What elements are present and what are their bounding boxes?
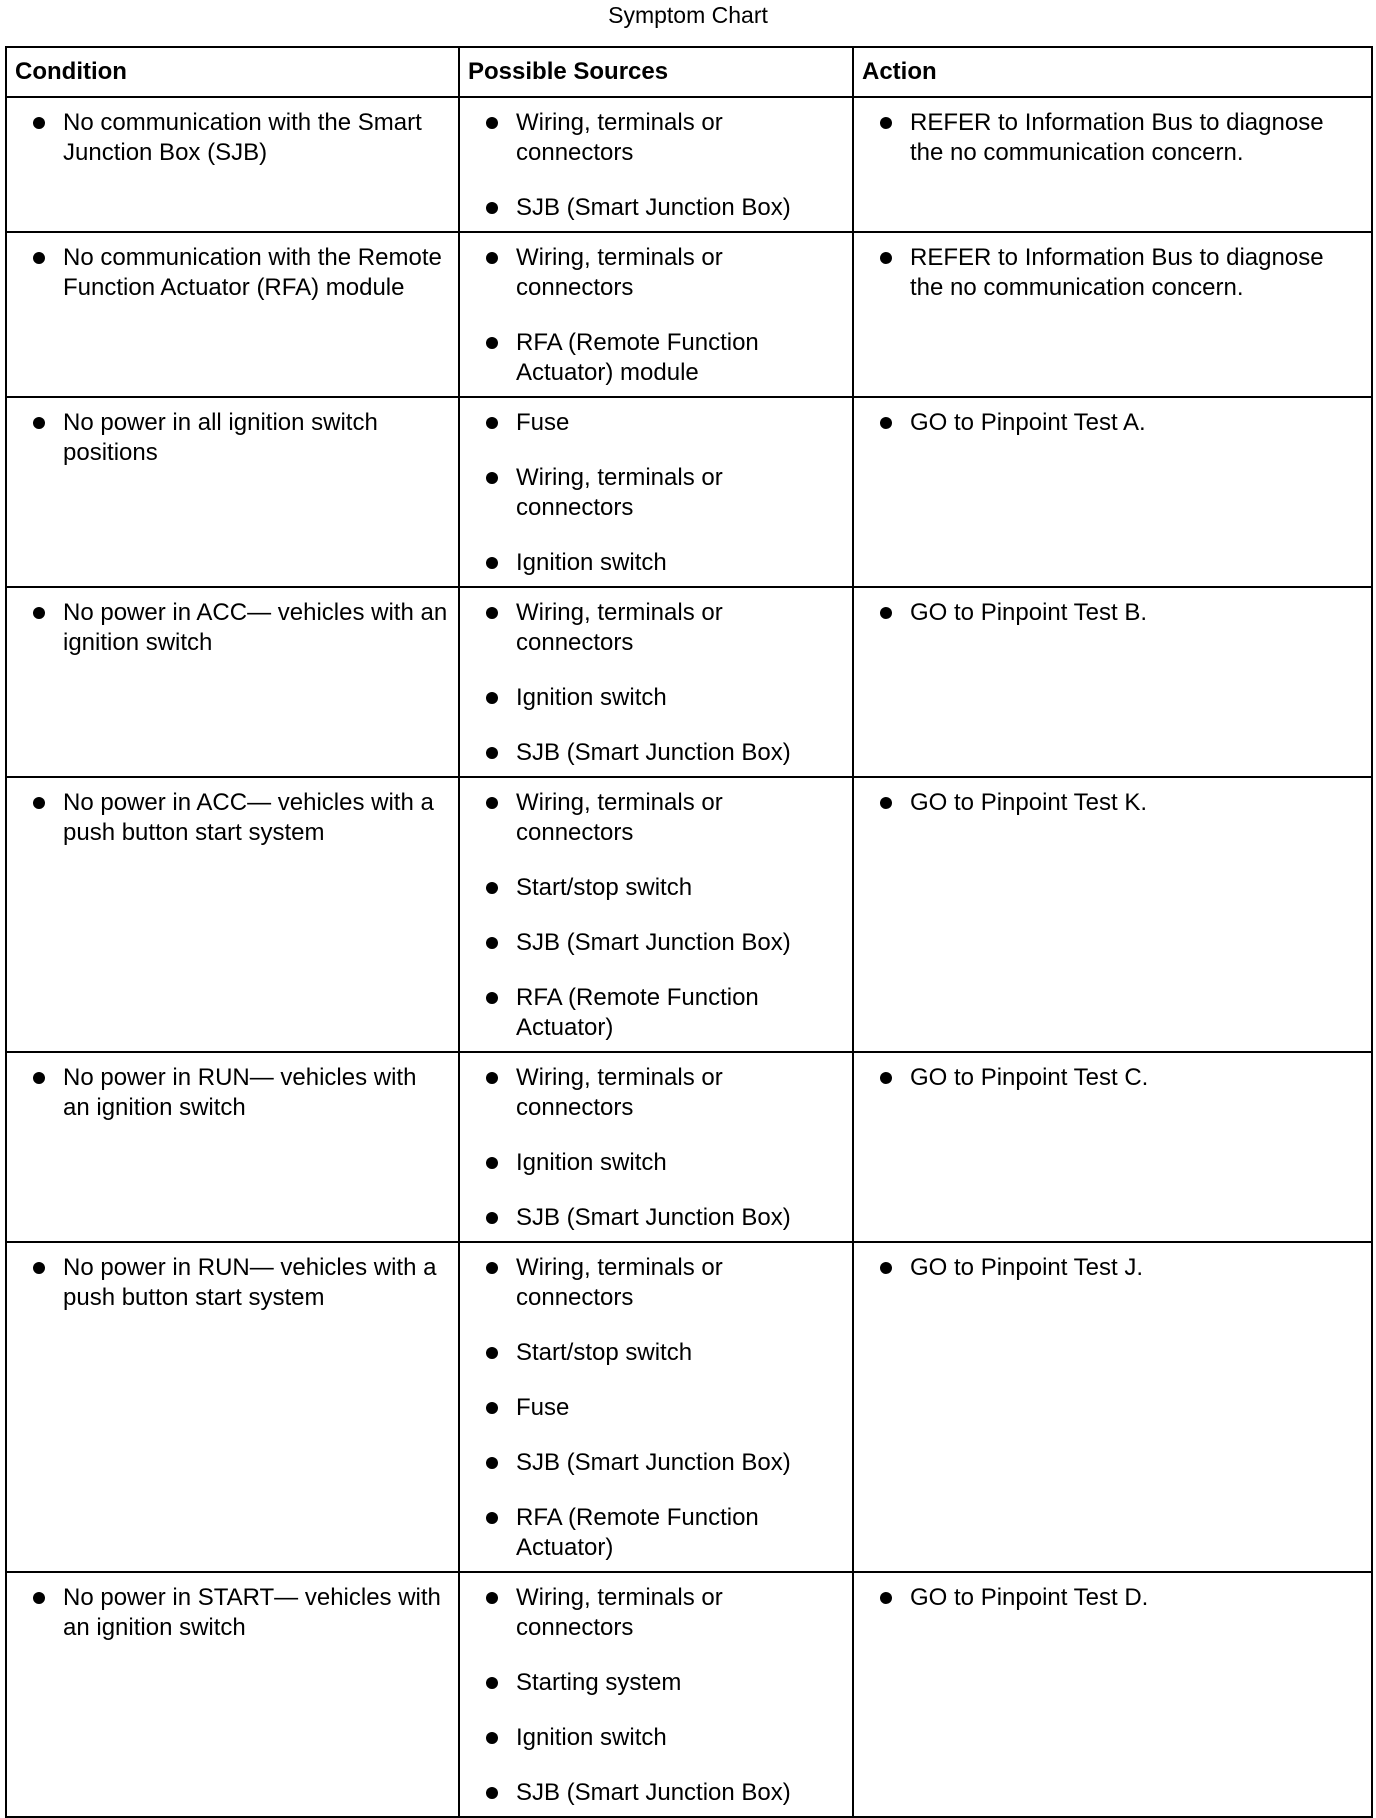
- list-item: [460, 873, 842, 903]
- bullet-icon: [486, 252, 498, 264]
- list-item-text: GO to Pinpoint Test J.: [910, 1254, 1144, 1281]
- action-cell: [853, 397, 1372, 587]
- condition-cell: [6, 232, 459, 397]
- list-item-text: No power in RUN— vehicles with a push button start system: [63, 1254, 437, 1311]
- bullet-list: [460, 1053, 852, 1241]
- action-cell: [853, 587, 1372, 777]
- symptom-table: [5, 46, 1373, 1818]
- list-item-text: RFA (Remote Function Actuator): [516, 984, 759, 1041]
- list-item-text: GO to Pinpoint Test C.: [910, 1064, 1149, 1091]
- bullet-list: [460, 1573, 852, 1816]
- bullet-icon: [486, 1457, 498, 1469]
- bullet-icon: [486, 337, 498, 349]
- list-item: [7, 788, 448, 848]
- condition-cell: [6, 587, 459, 777]
- list-item-text: GO to Pinpoint Test A.: [910, 409, 1146, 436]
- bullet-icon: [486, 747, 498, 759]
- table-row: [6, 1052, 1372, 1242]
- list-item-text: Ignition switch: [516, 549, 667, 576]
- action-cell: [853, 232, 1372, 397]
- list-item-text: Starting system: [516, 1669, 682, 1696]
- bullet-list: [460, 98, 852, 231]
- list-item: [460, 598, 842, 658]
- table-row: [6, 232, 1372, 397]
- possible-sources-cell: [459, 232, 853, 397]
- list-item-text: No power in START— vehicles with an ignition switch: [63, 1584, 441, 1641]
- bullet-icon: [880, 797, 892, 809]
- list-item-text: Ignition switch: [516, 1724, 667, 1751]
- list-item: [460, 738, 842, 768]
- list-item-text: No power in ACC— vehicles with an ignition switch: [63, 599, 448, 656]
- bullet-list: [460, 588, 852, 776]
- bullet-list: [460, 233, 852, 396]
- bullet-icon: [486, 992, 498, 1004]
- bullet-icon: [486, 472, 498, 484]
- bullet-icon: [33, 797, 45, 809]
- list-item-text: No communication with the Remote Function Actuator (RFA) module: [63, 244, 442, 301]
- list-item: [460, 408, 842, 438]
- list-item-text: RFA (Remote Function Actuator): [516, 1504, 759, 1561]
- bullet-icon: [486, 1402, 498, 1414]
- list-item-text: Wiring, terminals or connectors: [516, 1254, 723, 1311]
- condition-cell: [6, 97, 459, 232]
- list-item: [7, 1063, 448, 1123]
- list-item: [460, 1668, 842, 1698]
- bullet-icon: [880, 607, 892, 619]
- possible-sources-cell: [459, 1572, 853, 1817]
- list-item: [460, 928, 842, 958]
- condition-cell: [6, 777, 459, 1052]
- bullet-icon: [486, 1262, 498, 1274]
- list-item-text: Wiring, terminals or connectors: [516, 464, 723, 521]
- list-item: [460, 1448, 842, 1478]
- bullet-icon: [33, 252, 45, 264]
- list-item-text: Ignition switch: [516, 684, 667, 711]
- list-item: [460, 548, 842, 578]
- bullet-icon: [486, 1212, 498, 1224]
- list-item: [7, 1253, 448, 1313]
- table-body: [6, 97, 1372, 1817]
- list-item: [854, 598, 1361, 628]
- bullet-list: [7, 1573, 458, 1651]
- list-item-text: REFER to Information Bus to diagnose the no communication concern.: [910, 109, 1324, 166]
- bullet-list: [7, 1243, 458, 1321]
- bullet-icon: [880, 417, 892, 429]
- bullet-list: [460, 1243, 852, 1571]
- list-item-text: No power in ACC— vehicles with a push button start system: [63, 789, 434, 846]
- chart-title: Symptom Chart: [608, 2, 768, 28]
- header-possible-sources: Possible Sources: [459, 47, 853, 97]
- list-item-text: Wiring, terminals or connectors: [516, 244, 723, 301]
- condition-cell: [6, 1572, 459, 1817]
- possible-sources-cell: [459, 777, 853, 1052]
- list-item: [460, 1583, 842, 1643]
- bullet-icon: [33, 1262, 45, 1274]
- list-item-text: Ignition switch: [516, 1149, 667, 1176]
- list-item-text: SJB (Smart Junction Box): [516, 194, 791, 221]
- bullet-icon: [486, 1787, 498, 1799]
- header-row: [6, 47, 1372, 97]
- list-item-text: GO to Pinpoint Test B.: [910, 599, 1148, 626]
- list-item-text: Wiring, terminals or connectors: [516, 1064, 723, 1121]
- list-item: [460, 1778, 842, 1808]
- bullet-list: [7, 98, 458, 176]
- list-item: [854, 1253, 1361, 1283]
- list-item-text: No communication with the Smart Junction Box (SJB): [63, 109, 422, 166]
- action-cell: [853, 1052, 1372, 1242]
- bullet-list: [7, 588, 458, 666]
- bullet-icon: [486, 1157, 498, 1169]
- list-item: [7, 243, 448, 303]
- bullet-list: [854, 588, 1371, 636]
- list-item: [854, 108, 1361, 168]
- bullet-icon: [486, 417, 498, 429]
- bullet-list: [7, 398, 458, 476]
- list-item: [460, 983, 842, 1043]
- bullet-icon: [486, 1512, 498, 1524]
- bullet-icon: [880, 1592, 892, 1604]
- bullet-list: [854, 1573, 1371, 1621]
- list-item-text: Wiring, terminals or connectors: [516, 109, 723, 166]
- action-cell: [853, 1242, 1372, 1572]
- bullet-icon: [486, 1732, 498, 1744]
- bullet-icon: [486, 117, 498, 129]
- table-row: [6, 1572, 1372, 1817]
- bullet-icon: [486, 1677, 498, 1689]
- bullet-list: [7, 233, 458, 311]
- list-item: [854, 408, 1361, 438]
- list-item: [7, 408, 448, 468]
- list-item: [854, 1583, 1361, 1613]
- condition-cell: [6, 397, 459, 587]
- list-item: [460, 1393, 842, 1423]
- list-item: [854, 788, 1361, 818]
- action-cell: [853, 1572, 1372, 1817]
- table-row: [6, 397, 1372, 587]
- bullet-icon: [486, 1592, 498, 1604]
- bullet-list: [460, 398, 852, 586]
- bullet-icon: [33, 1072, 45, 1084]
- bullet-icon: [486, 692, 498, 704]
- list-item: [460, 1503, 842, 1563]
- bullet-icon: [486, 202, 498, 214]
- bullet-icon: [33, 1592, 45, 1604]
- list-item-text: SJB (Smart Junction Box): [516, 739, 791, 766]
- bullet-icon: [486, 557, 498, 569]
- bullet-list: [7, 778, 458, 856]
- list-item: [460, 193, 842, 223]
- bullet-list: [7, 1053, 458, 1131]
- header-action: Action: [853, 47, 1372, 97]
- list-item: [460, 1338, 842, 1368]
- bullet-list: [854, 778, 1371, 826]
- bullet-icon: [486, 882, 498, 894]
- bullet-icon: [486, 797, 498, 809]
- list-item: [460, 243, 842, 303]
- possible-sources-cell: [459, 587, 853, 777]
- condition-cell: [6, 1052, 459, 1242]
- list-item: [854, 243, 1361, 303]
- list-item: [7, 1583, 448, 1643]
- header-condition: Condition: [6, 47, 459, 97]
- list-item: [854, 1063, 1361, 1093]
- bullet-icon: [33, 117, 45, 129]
- bullet-icon: [880, 252, 892, 264]
- list-item: [7, 598, 448, 658]
- possible-sources-cell: [459, 97, 853, 232]
- bullet-list: [854, 1243, 1371, 1291]
- bullet-icon: [486, 1072, 498, 1084]
- condition-cell: [6, 1242, 459, 1572]
- bullet-list: [854, 98, 1371, 176]
- bullet-icon: [33, 417, 45, 429]
- table-row: [6, 97, 1372, 232]
- list-item: [460, 1063, 842, 1123]
- list-item-text: Wiring, terminals or connectors: [516, 599, 723, 656]
- list-item-text: RFA (Remote Function Actuator) module: [516, 329, 759, 386]
- list-item: [460, 1148, 842, 1178]
- list-item-text: Wiring, terminals or connectors: [516, 789, 723, 846]
- bullet-list: [854, 233, 1371, 311]
- bullet-icon: [880, 1262, 892, 1274]
- list-item: [460, 1723, 842, 1753]
- list-item: [7, 108, 448, 168]
- bullet-list: [460, 778, 852, 1051]
- bullet-icon: [486, 1347, 498, 1359]
- bullet-list: [854, 1053, 1371, 1101]
- action-cell: [853, 777, 1372, 1052]
- list-item-text: SJB (Smart Junction Box): [516, 1779, 791, 1806]
- table-row: [6, 777, 1372, 1052]
- list-item-text: SJB (Smart Junction Box): [516, 1204, 791, 1231]
- list-item: [460, 788, 842, 848]
- list-item: [460, 108, 842, 168]
- table-row: [6, 1242, 1372, 1572]
- bullet-icon: [486, 937, 498, 949]
- list-item-text: REFER to Information Bus to diagnose the no communication concern.: [910, 244, 1324, 301]
- possible-sources-cell: [459, 1242, 853, 1572]
- bullet-list: [854, 398, 1371, 446]
- list-item-text: Start/stop switch: [516, 874, 693, 901]
- list-item-text: GO to Pinpoint Test K.: [910, 789, 1148, 816]
- list-item-text: Start/stop switch: [516, 1339, 693, 1366]
- list-item: [460, 1203, 842, 1233]
- action-cell: [853, 97, 1372, 232]
- bullet-icon: [880, 117, 892, 129]
- list-item-text: GO to Pinpoint Test D.: [910, 1584, 1149, 1611]
- possible-sources-cell: [459, 1052, 853, 1242]
- bullet-icon: [880, 1072, 892, 1084]
- list-item-text: SJB (Smart Junction Box): [516, 929, 791, 956]
- list-item: [460, 1253, 842, 1313]
- list-item: [460, 683, 842, 713]
- list-item: [460, 463, 842, 523]
- list-item: [460, 328, 842, 388]
- list-item-text: No power in all ignition switch positions: [63, 409, 378, 466]
- bullet-icon: [33, 607, 45, 619]
- bullet-icon: [486, 607, 498, 619]
- list-item-text: SJB (Smart Junction Box): [516, 1449, 791, 1476]
- list-item-text: Fuse: [516, 1394, 570, 1421]
- list-item-text: Wiring, terminals or connectors: [516, 1584, 723, 1641]
- list-item-text: Fuse: [516, 409, 570, 436]
- list-item-text: No power in RUN— vehicles with an ignition switch: [63, 1064, 417, 1121]
- table-row: [6, 587, 1372, 777]
- possible-sources-cell: [459, 397, 853, 587]
